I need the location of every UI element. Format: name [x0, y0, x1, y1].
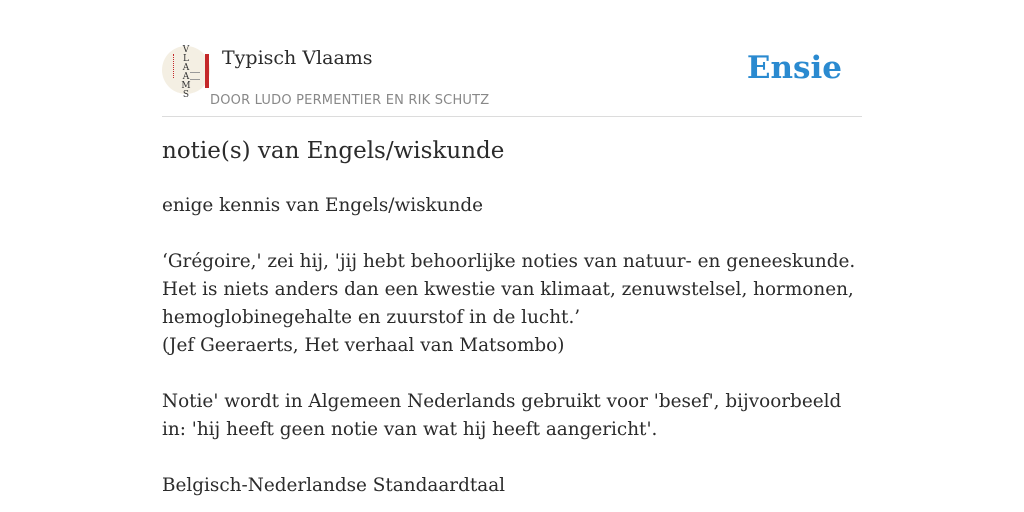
entry-term-title: notie(s) van Engels/wiskunde [162, 138, 505, 164]
blog-title-link[interactable]: Typisch Vlaams [222, 47, 373, 69]
logo-letter: A [182, 72, 190, 82]
logo-letter: L [183, 54, 189, 64]
logo-letter: A [182, 63, 190, 73]
entry-definition: enige kennis van Engels/wiskunde [162, 195, 484, 216]
blog-logo[interactable] [162, 45, 210, 100]
authors-byline: DOOR LUDO PERMENTIER EN RIK SCHUTZ [210, 93, 490, 108]
logo-lines [190, 72, 200, 80]
entry-quote: ‘Grégoire,' zei hij, 'jij hebt behoorlijke noties van natuur- en geneeskunde. Het is niets anders dan een kwestie van klimaat, zenuwstelsel, hormonen, hemoglobinegehalte en zuurstof in de lucht.’ [162, 251, 856, 328]
logo-letter: S [182, 90, 190, 100]
blog-header [162, 0, 862, 117]
page-container [162, 0, 862, 512]
logo-red-bar [205, 54, 209, 88]
entry-quote-source: (Jef Geeraerts, Het verhaal van Matsombo) [162, 335, 565, 356]
logo-letter: M [181, 81, 191, 91]
entry-region: Belgisch-Nederlandse Standaardtaal [162, 475, 506, 496]
logo-letter: V [182, 45, 190, 55]
entry-body [162, 192, 862, 500]
ensie-brand-logo[interactable]: Ensie [746, 50, 842, 86]
entry-quote-block [162, 248, 862, 360]
entry-note: Notie' wordt in Algemeen Nederlands gebruikt voor 'besef', bijvoorbeeld in: 'hij heeft geen notie van wat hij heeft aangericht'. [162, 391, 842, 440]
